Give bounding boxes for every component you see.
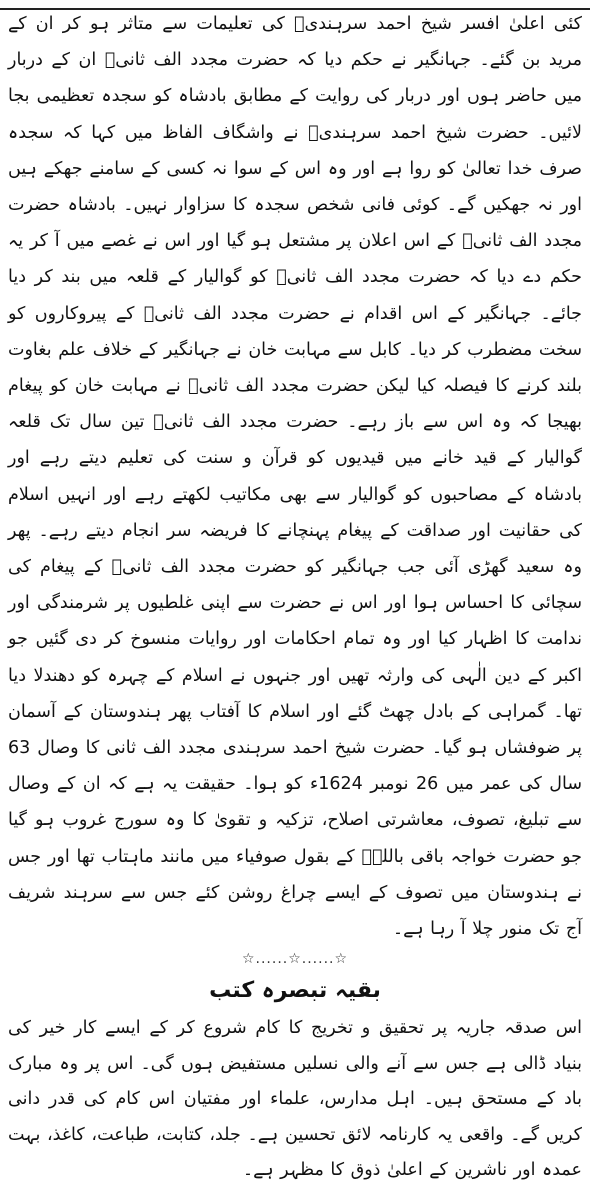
- top-rule: [0, 8, 590, 10]
- section-heading: بقیہ تبصرہ کتب: [209, 978, 381, 1004]
- page: [0, 6, 590, 1181]
- star-divider: ☆......☆......☆: [241, 951, 349, 968]
- section-body: اس صدقہ جاریہ پر تحقیق و تخریج کا کام شروع کر کے ایسے کار خیر کی بنیاد ڈالی ہے جس سے آنے والی نسلیں مستفیض ہوں گی۔ اس پر وہ مبارک باد کے مستحق ہیں۔ اہل مدارس، علماء اور مفتیان اس کام کی قدر دانی کریں گے۔ واقعی یہ کارنامہ لائق تحسین ہے۔ جلد، کتابت، طباعت، کاغذ، بہت عمدہ اور ناشرین کے اعلیٰ ذوق کا مظہر ہے۔: [8, 1018, 582, 1181]
- article-body: کئی اعلیٰ افسر شیخ احمد سرہندیؒ کی تعلیمات سے متاثر ہو کر ان کے مرید بن گئے۔ جہانگیر نے حکم دیا کہ حضرت مجدد الف ثانیؒ ان کے دربار میں حاضر ہوں اور دربار کی روایت کے مطابق بادشاہ کو سجدہ تعظیمی بجا لائیں۔ حضرت شیخ احمد سرہندیؒ نے واشگاف الفاظ میں کہا کہ سجدہ صرف خدا تعالیٰ کو روا ہے اور وہ اس کے سوا نہ کسی کے سامنے جھکے ہیں اور نہ جھکیں گے۔ کوئی فانی شخص سجدہ کا سزاوار نہیں۔ بادشاہ حضرت مجدد الف ثانیؒ کے اس اعلان پر مشتعل ہو گیا اور اس نے غصے میں آ کر یہ حکم دے دیا کہ حضرت مجدد الف ثانیؒ کو گوالیار کے قلعہ میں بند کر دیا جائے۔ جہانگیر کے اس اقدام نے حضرت مجدد الف ثانیؒ کے پیروکاروں کو سخت مضطرب کر دیا۔ کابل سے مہابت خان نے جہانگیر کے خلاف علم بغاوت بلند کرنے کا فیصلہ کیا لیکن حضرت مجدد الف ثانیؒ نے مہابت خان کو پیغام بھیجا کہ وہ اس سے باز رہے۔ حضرت مجدد الف ثانیؒ تین سال تک قلعہ گوالیار کے قید خانے میں قیدیوں کو قرآن و سنت کی تعلیم دیتے رہے اور بادشاہ کے مصاحبوں کو گوالیار سے بھی مکاتیب لکھتے رہے اور انہیں اسلام کی حقانیت اور صداقت کے پیغام پہنچانے کا فریضہ سر انجام دیتے رہے۔ پھر وہ سعید گھڑی آئی جب جہانگیر کو حضرت مجدد الف ثانیؒ کے پیغام کی سچائی کا احساس ہوا اور اس نے حضرت سے اپنی غلطیوں پر شرمندگی اور ندامت کا اظہار کیا اور وہ تمام احکامات اور روایات منسوخ کر دی گئیں جو اکبر کے دین الٰہی کی وارثہ تھیں اور جنہوں نے اسلام کے چہرہ کو دھندلا دیا تھا۔ گمراہی کے بادل چھٹ گئے اور اسلام کا آفتاب پھر ہندوستان کے آسمان پر ضوفشاں ہو گیا۔ حضرت شیخ احمد سرہندی مجدد الف ثانی کا وصال 63 سال کی عمر میں 26 نومبر 1624ء کو ہوا۔ حقیقت یہ ہے کہ ان کے وصال سے تبلیغ، تصوف، معاشرتی اصلاح، تزکیہ و تقویٰ کا وہ سورج غروب ہو گیا جو حضرت خواجہ باقی باللہؒ کے بقول صوفیاء میں مانند ماہتاب تھا اور جس نے ہندوستان میں تصوف کے ایسے چراغ روشن کئے جس سے سرہند شریف آج تک منور چلا آ رہا ہے۔: [8, 14, 582, 940]
